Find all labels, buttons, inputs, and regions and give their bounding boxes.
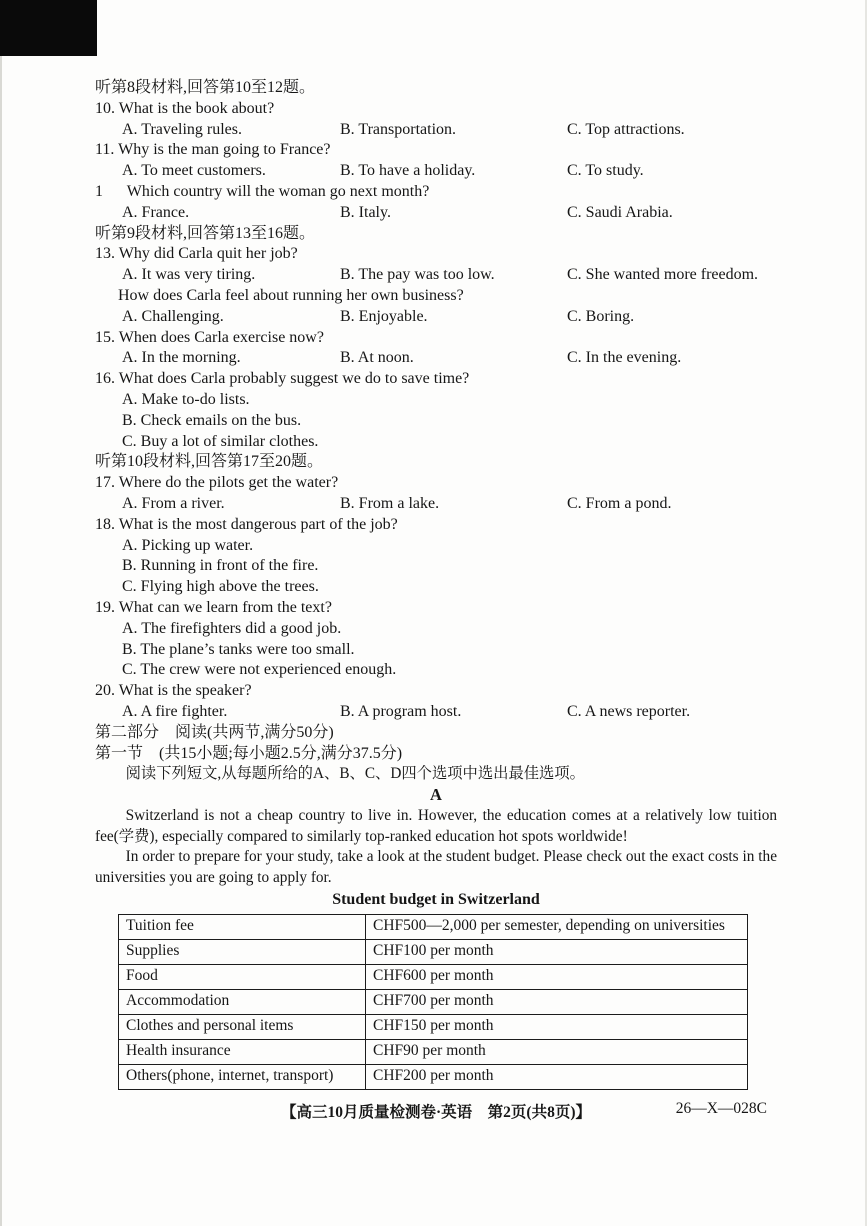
section9-instruction: 听第9段材料,回答第13至16题。 [95,224,316,242]
option-19-a: A. The firefighters did a good job. [122,619,342,637]
question-18: 18. What is the most dangerous part of the job? [95,515,398,533]
budget-item: Clothes and personal items [119,1014,366,1039]
option-15-a: A. In the morning. [122,349,241,367]
option-15-c: C. In the evening. [567,349,682,367]
options-14 [95,307,777,328]
budget-cost: CHF500—2,000 per semester, depending on universities [366,914,748,939]
table-row [119,939,748,964]
options-15 [95,348,777,369]
options-13 [95,265,777,286]
option-13-b: B. The pay was too low. [340,266,495,284]
option-11-c: C. To study. [567,162,644,180]
question-10: 10. What is the book about? [95,99,275,117]
budget-table-title: Student budget in Switzerland [332,891,540,909]
question-11: 11. Why is the man going to France? [95,141,331,159]
footer-title: 【高三10月质量检测卷·英语 第2页(共8页)】 [281,1104,591,1121]
options-12 [95,203,777,224]
options-10 [95,120,777,141]
question-16: 16. What does Carla probably suggest we do to save time? [95,370,470,388]
budget-cost: CHF200 per month [366,1064,748,1089]
option-10-a: A. Traveling rules. [122,120,242,138]
budget-cost: CHF600 per month [366,964,748,989]
option-14-b: B. Enjoyable. [340,307,428,325]
option-20-a: A. A fire fighter. [122,702,228,720]
options-11 [95,161,777,182]
footer-code: 26—X—028C [675,1100,767,1117]
option-18-b: B. Running in front of the fire. [122,557,319,575]
question-20: 20. What is the speaker? [95,682,252,700]
option-20-b: B. A program host. [340,702,462,720]
budget-cost: CHF700 per month [366,989,748,1014]
question-12: 1 Which country will the woman go next month? [95,182,430,200]
scan-artifact-corner [0,0,97,56]
passage-label-a: A [430,785,442,805]
option-12-b: B. Italy. [340,203,391,221]
budget-item: Tuition fee [119,914,366,939]
budget-item: Others(phone, internet, transport) [119,1064,366,1089]
option-13-a: A. It was very tiring. [122,266,256,284]
option-16-a: A. Make to-do lists. [122,390,250,408]
table-row [119,914,748,939]
option-16-b: B. Check emails on the bus. [122,411,302,429]
budget-item: Health insurance [119,1039,366,1064]
option-18-a: A. Picking up water. [122,536,254,554]
option-11-a: A. To meet customers. [122,162,266,180]
options-20 [95,702,777,723]
table-row [119,964,748,989]
option-18-c: C. Flying high above the trees. [122,578,319,596]
table-row [119,1039,748,1064]
question-14: How does Carla feel about running her own business? [118,286,464,304]
budget-cost: CHF90 per month [366,1039,748,1064]
question-15: 15. When does Carla exercise now? [95,328,324,346]
budget-item: Food [119,964,366,989]
option-10-c: C. Top attractions. [567,120,685,138]
options-17 [95,494,777,515]
option-12-a: A. France. [122,203,190,221]
question-13: 13. Why did Carla quit her job? [95,245,298,263]
page-footer [95,1100,777,1122]
option-15-b: B. At noon. [340,349,414,367]
option-17-c: C. From a pond. [567,494,672,512]
option-17-b: B. From a lake. [340,494,440,512]
scan-edge-left [0,0,2,1226]
option-12-c: C. Saudi Arabia. [567,203,673,221]
budget-cost: CHF100 per month [366,939,748,964]
budget-cost: CHF150 per month [366,1014,748,1039]
option-19-b: B. The plane’s tanks were too small. [122,640,355,658]
option-16-c: C. Buy a lot of similar clothes. [122,432,319,450]
option-20-c: C. A news reporter. [567,702,691,720]
section10-instruction: 听第10段材料,回答第17至20题。 [95,453,324,471]
part2-header: 第二部分 阅读(共两节,满分50分) [95,723,334,741]
budget-table [118,914,748,1090]
option-19-c: C. The crew were not experienced enough. [122,661,397,679]
budget-item: Accommodation [119,989,366,1014]
question-17: 17. Where do the pilots get the water? [95,474,339,492]
option-11-b: B. To have a holiday. [340,162,476,180]
exam-page-content [95,78,777,1090]
table-row [119,1064,748,1089]
section1-header: 第一节 (共15小题;每小题2.5分,满分37.5分) [95,744,403,762]
option-14-c: C. Boring. [567,307,635,325]
question-19: 19. What can we learn from the text? [95,598,332,616]
passage-paragraph-1: Switzerland is not a cheap country to live in. However, the education comes at a relatively low tuition fee(学费), especially compared to similarly top-ranked education hot spots worldwide! [95,806,777,845]
budget-item: Supplies [119,939,366,964]
table-row [119,1014,748,1039]
option-10-b: B. Transportation. [340,120,457,138]
option-14-a: A. Challenging. [122,307,224,325]
reading-instruction: 阅读下列短文,从每题所给的A、B、C、D四个选项中选出最佳选项。 [125,765,585,783]
option-17-a: A. From a river. [122,494,225,512]
table-row [119,989,748,1014]
option-13-c: C. She wanted more freedom. [567,266,759,284]
section8-instruction: 听第8段材料,回答第10至12题。 [95,79,316,96]
passage-paragraph-2: In order to prepare for your study, take a look at the student budget. Please check out the exact costs in the universities you are going to apply for. [95,848,777,887]
